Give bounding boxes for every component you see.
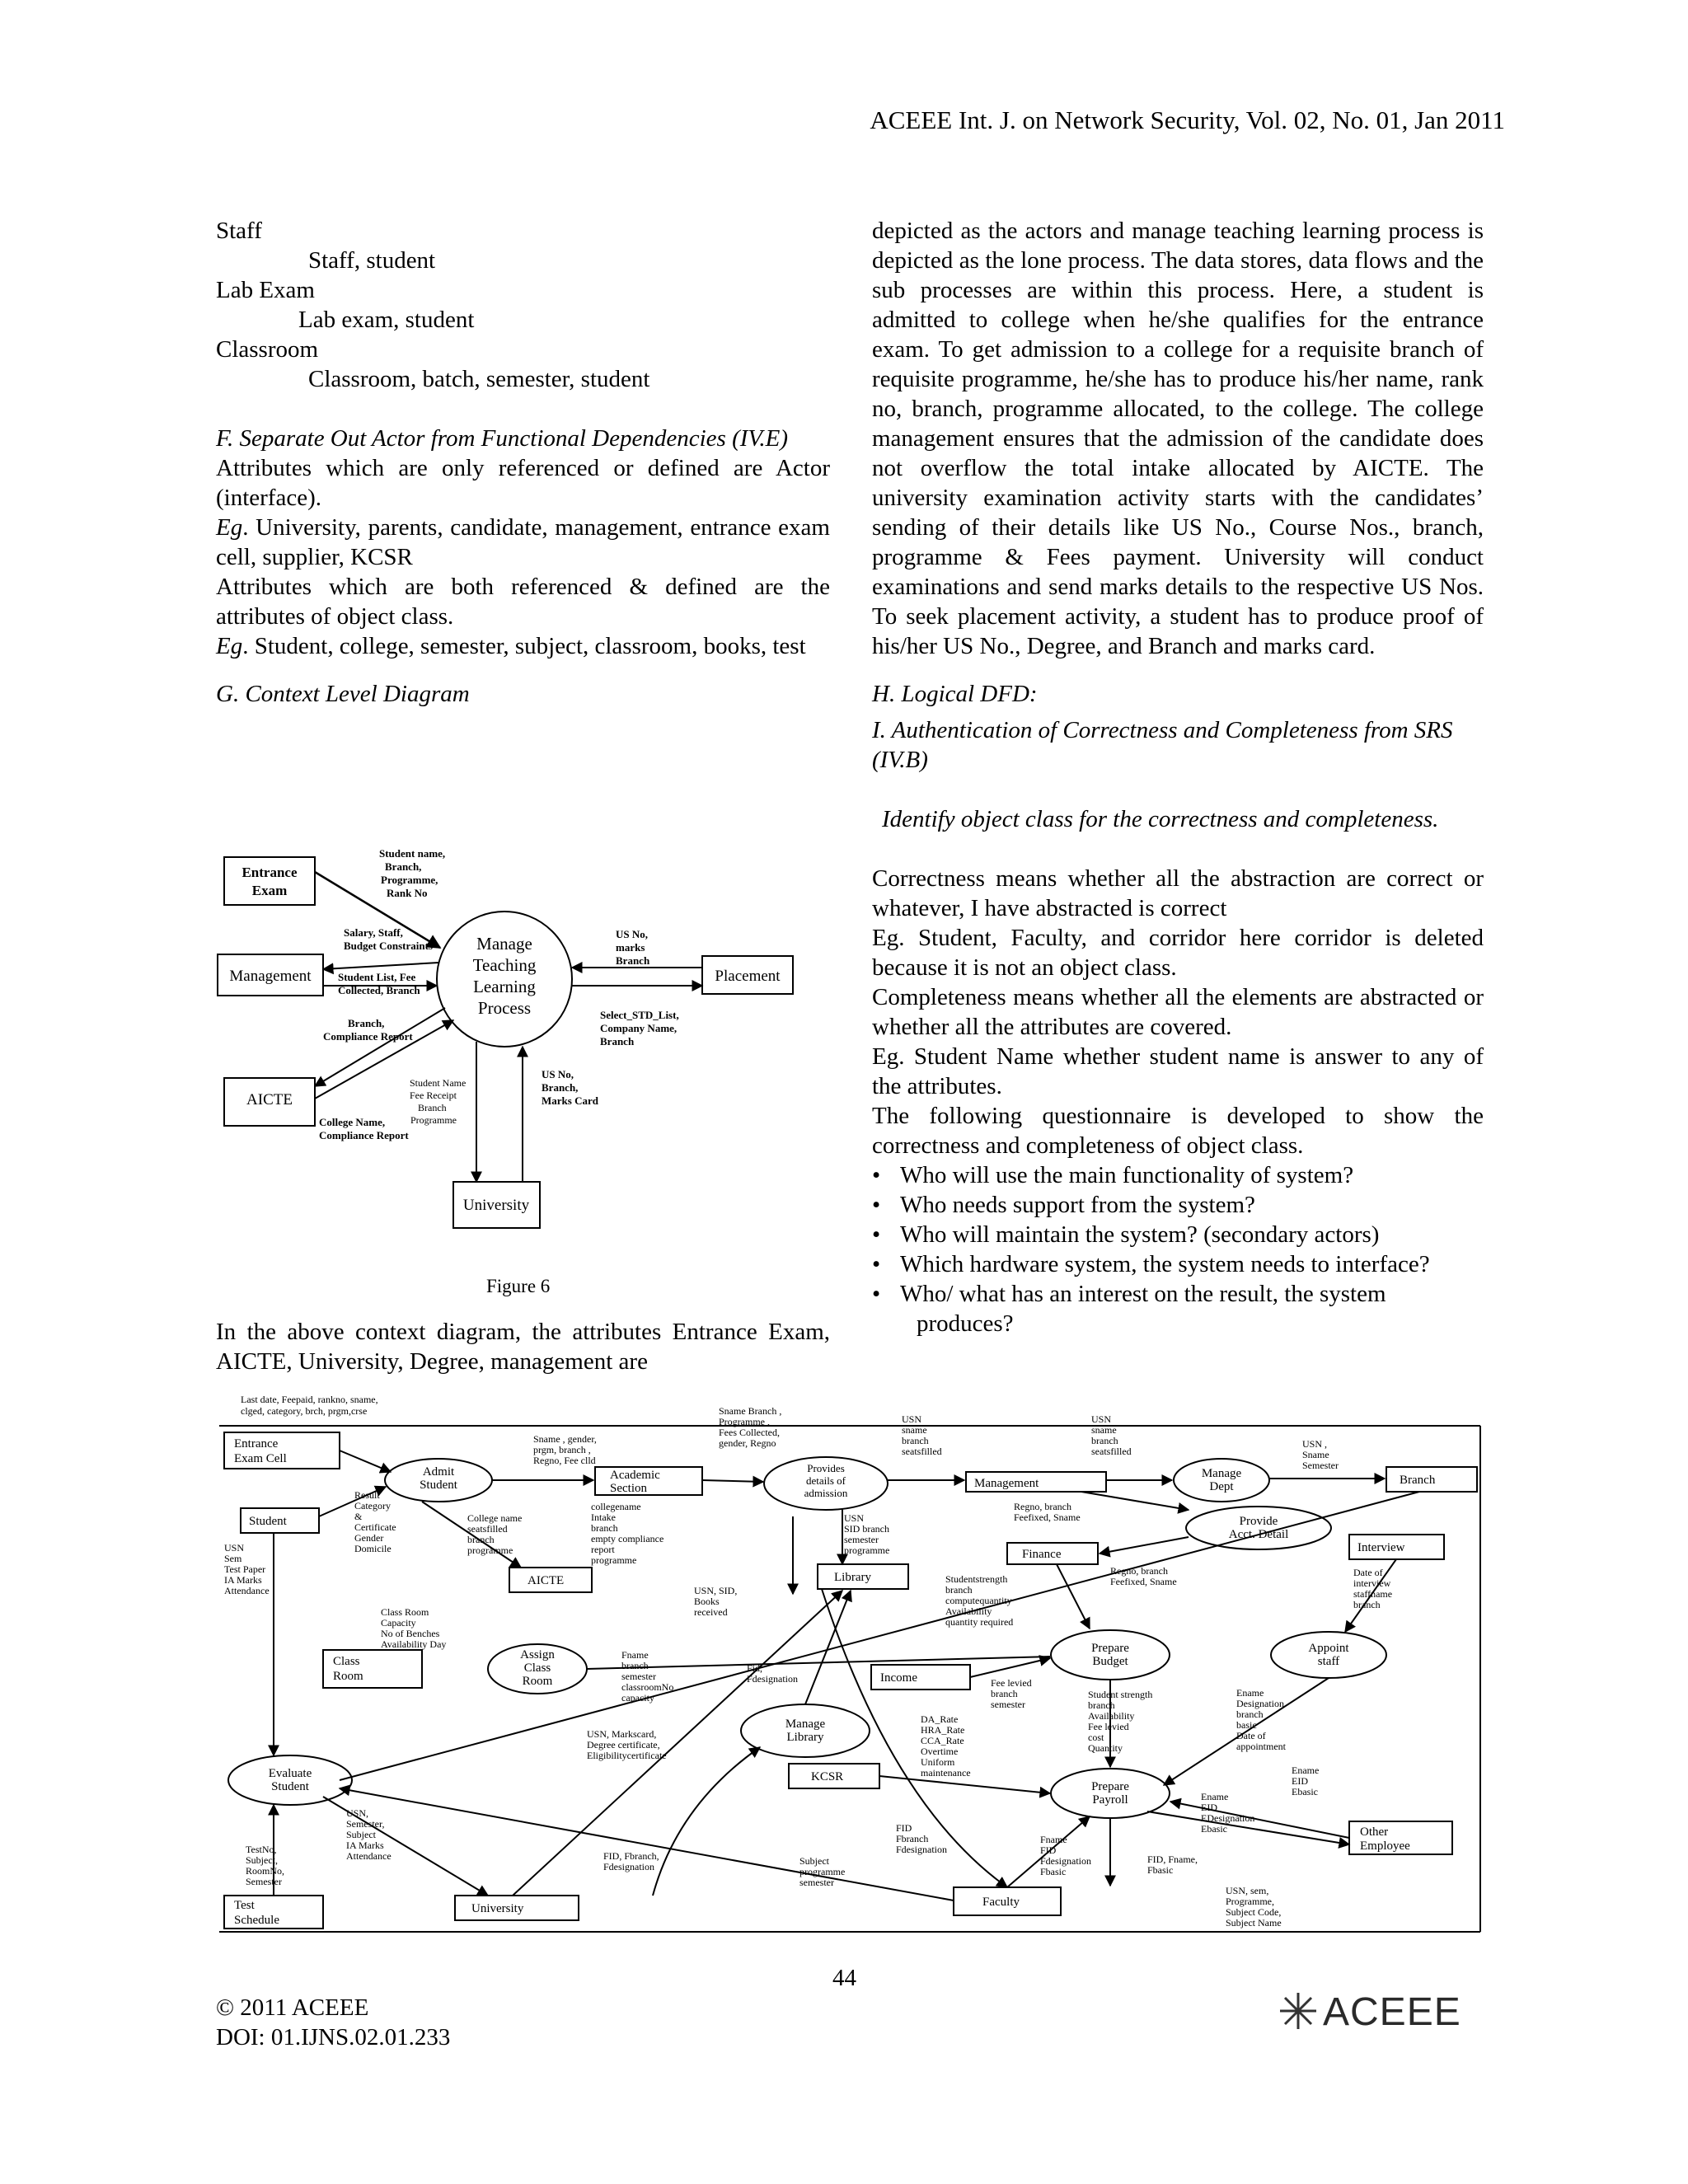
svg-text:Regno, branch: Regno, branch (1014, 1501, 1071, 1512)
svg-text:Fdesignation: Fdesignation (603, 1861, 654, 1872)
svg-text:seatsfilled: seatsfilled (467, 1523, 508, 1535)
left-column (216, 216, 830, 709)
ctx-process-label-1: Manage (476, 934, 532, 954)
svg-text:Availability: Availability (1088, 1710, 1135, 1722)
svg-text:Feefixed, Sname: Feefixed, Sname (1110, 1576, 1177, 1587)
svg-text:AICTE: AICTE (528, 1574, 565, 1587)
bullet-item: • Who needs support from the system? (872, 1190, 1484, 1220)
svg-text:Sname , gender,: Sname , gender, (533, 1433, 597, 1445)
fd-staff-title: Staff (216, 218, 262, 244)
svg-text:Prepare: Prepare (1091, 1780, 1129, 1793)
svg-text:Provides: Provides (807, 1462, 845, 1474)
svg-text:Attendance: Attendance (224, 1585, 270, 1596)
svg-text:FID, Fbranch,: FID, Fbranch, (603, 1850, 659, 1862)
svg-text:branch: branch (467, 1534, 495, 1545)
svg-text:Capacity: Capacity (381, 1617, 416, 1629)
svg-text:USN, SID,: USN, SID, (694, 1585, 738, 1596)
bullet-item: • Who will maintain the system? (secondary actors) (872, 1220, 1484, 1249)
svg-text:&: & (354, 1511, 363, 1522)
ctx-process-label-3: Learning (473, 977, 536, 996)
svg-text:Library: Library (786, 1731, 824, 1744)
svg-text:Programme,: Programme, (1226, 1896, 1274, 1907)
svg-text:received: received (694, 1606, 728, 1618)
svg-text:Acct. Detail: Acct. Detail (1228, 1528, 1289, 1541)
svg-text:Salary, Staff,: Salary, Staff, (344, 926, 403, 939)
svg-text:Attendance: Attendance (346, 1850, 392, 1862)
svg-text:report: report (591, 1544, 615, 1555)
svg-text:Fdesignation: Fdesignation (1040, 1855, 1091, 1867)
svg-text:branch: branch (945, 1584, 973, 1596)
svg-text:Test Paper: Test Paper (224, 1563, 266, 1575)
svg-text:admission: admission (804, 1487, 848, 1499)
svg-text:Room: Room (333, 1670, 363, 1683)
svg-text:Uniform: Uniform (921, 1756, 955, 1768)
svg-text:sname: sname (1091, 1424, 1117, 1436)
svg-text:USN, Markscard,: USN, Markscard, (587, 1728, 657, 1740)
svg-text:Quantity: Quantity (1088, 1742, 1123, 1754)
svg-text:sname: sname (902, 1424, 927, 1436)
svg-text:Class: Class (333, 1655, 360, 1668)
logo-star-icon (1273, 1986, 1323, 2036)
identify-line: Identify object class for the correctness and completeness. (882, 806, 1439, 832)
section-f-heading: F. Separate Out Actor from Functional Dependencies (IV.E) (216, 425, 788, 452)
svg-text:Fname: Fname (621, 1649, 649, 1661)
svg-text:USN ,: USN , (1302, 1438, 1328, 1450)
svg-text:Subject: Subject (799, 1855, 829, 1867)
svg-text:DA_Rate: DA_Rate (921, 1713, 959, 1725)
svg-text:Admit: Admit (422, 1465, 455, 1479)
para-object: Attributes which are both referenced & defined are the attributes of object class. (216, 574, 830, 630)
svg-text:Fbranch: Fbranch (896, 1833, 929, 1844)
svg-text:Sname: Sname (1302, 1449, 1329, 1460)
svg-text:Student name,: Student name, (379, 847, 446, 860)
svg-text:Branch,: Branch, (385, 860, 422, 873)
svg-text:programme: programme (799, 1866, 846, 1877)
svg-text:Class Room: Class Room (381, 1606, 429, 1618)
svg-text:CCA_Rate: CCA_Rate (921, 1735, 964, 1746)
svg-text:Library: Library (834, 1571, 871, 1584)
ctx-process-label-2: Teaching (472, 955, 537, 975)
svg-text:College name: College name (467, 1512, 523, 1524)
svg-text:US No,: US No, (616, 928, 649, 940)
svg-text:FID, Fname,: FID, Fname, (1147, 1854, 1198, 1865)
svg-text:Sem: Sem (224, 1553, 242, 1564)
svg-text:Manage: Manage (1201, 1467, 1242, 1480)
svg-text:Ename: Ename (1236, 1687, 1264, 1699)
svg-text:programme: programme (844, 1544, 890, 1556)
svg-text:Payroll: Payroll (1092, 1793, 1128, 1807)
svg-text:gender, Regno: gender, Regno (719, 1437, 776, 1449)
svg-text:Date of: Date of (1236, 1730, 1266, 1741)
svg-text:University: University (471, 1902, 524, 1915)
svg-text:Subject,: Subject, (246, 1854, 278, 1866)
svg-text:Branch: Branch (616, 954, 650, 967)
copyright: © 2011 ACEEE (216, 1994, 369, 2021)
svg-text:Fid,: Fid, (747, 1662, 763, 1674)
svg-text:RoomNo,: RoomNo, (246, 1865, 285, 1877)
svg-text:Test: Test (234, 1899, 255, 1912)
svg-text:USN,: USN, (346, 1807, 369, 1819)
svg-text:programme: programme (591, 1554, 637, 1566)
section-h-heading: H. Logical DFD: (872, 681, 1038, 707)
svg-text:Assign: Assign (520, 1648, 555, 1661)
svg-text:staff: staff (1317, 1655, 1340, 1668)
ctx-management-label: Management (229, 968, 312, 985)
svg-text:Fname: Fname (1040, 1834, 1067, 1845)
svg-text:Result: Result (354, 1489, 380, 1501)
para-context: In the above context diagram, the attributes Entrance Exam, AICTE, University, Degree, management are (216, 1319, 830, 1375)
svg-text:Domicile: Domicile (354, 1543, 392, 1554)
bullet-item: • Who will use the main functionality of system? (872, 1160, 1484, 1190)
aceee-logo (1273, 1986, 1488, 2036)
svg-text:quantity required: quantity required (945, 1616, 1014, 1628)
svg-text:Fee levied: Fee levied (991, 1677, 1032, 1689)
svg-text:classroomNo: classroomNo (621, 1681, 674, 1693)
fd-classroom-title: Classroom (216, 336, 319, 363)
svg-text:collegename: collegename (591, 1501, 641, 1512)
svg-text:Ebasic: Ebasic (1292, 1786, 1318, 1797)
svg-text:Availability: Availability (945, 1605, 992, 1617)
svg-text:Ename: Ename (1292, 1765, 1320, 1776)
svg-text:Gender: Gender (354, 1532, 384, 1544)
logo-text: ACEEE (1323, 1990, 1461, 2034)
svg-text:Branch,: Branch, (542, 1081, 579, 1094)
svg-text:Fdesignation: Fdesignation (747, 1673, 798, 1685)
svg-text:Company Name,: Company Name, (600, 1022, 678, 1034)
svg-text:Designation: Designation (1236, 1698, 1284, 1709)
svg-text:IA Marks: IA Marks (224, 1574, 262, 1586)
bullet-item: • Who/ what has an interest on the result, the system produces? (872, 1279, 1484, 1338)
svg-text:IA Marks: IA Marks (346, 1840, 384, 1851)
svg-text:Compliance Report: Compliance Report (323, 1030, 413, 1043)
svg-text:FID: FID (896, 1822, 912, 1834)
svg-text:HRA_Rate: HRA_Rate (921, 1724, 965, 1736)
section-g-heading: G. Context Level Diagram (216, 681, 470, 707)
svg-text:Room: Room (522, 1675, 553, 1688)
svg-text:Student Name: Student Name (410, 1077, 467, 1089)
svg-text:prgm, branch ,: prgm, branch , (533, 1444, 591, 1455)
figure-caption: Figure 6 (486, 1276, 551, 1296)
svg-text:Employee: Employee (1360, 1840, 1410, 1853)
svg-text:Exam Cell: Exam Cell (234, 1452, 287, 1465)
svg-text:Appoint: Appoint (1308, 1642, 1349, 1655)
svg-text:Feefixed, Sname: Feefixed, Sname (1014, 1511, 1081, 1523)
para-eg2 (216, 631, 830, 661)
svg-text:Entrance: Entrance (234, 1437, 279, 1451)
svg-text:clged, category, brch, prgm,cr: clged, category, brch, prgm,crse (241, 1405, 368, 1417)
svg-text:Subject Code,: Subject Code, (1226, 1906, 1282, 1918)
svg-text:Programme ,: Programme , (719, 1416, 770, 1427)
svg-text:Fbasic: Fbasic (1147, 1864, 1174, 1876)
svg-text:computequantity: computequantity (945, 1595, 1012, 1606)
svg-text:USN: USN (844, 1512, 865, 1524)
right-column (872, 216, 1484, 1338)
svg-text:TestNo,: TestNo, (246, 1844, 277, 1855)
svg-text:semester: semester (799, 1877, 834, 1888)
svg-text:USN: USN (902, 1413, 922, 1425)
svg-text:Academic: Academic (610, 1469, 660, 1482)
fd-staff-attrs: Staff, student (308, 247, 436, 274)
svg-text:Collected, Branch: Collected, Branch (338, 984, 420, 996)
svg-text:Subject: Subject (346, 1829, 376, 1840)
svg-text:marks: marks (616, 941, 645, 954)
ctx-entrance-label-1: Entrance (241, 865, 298, 880)
svg-text:Programme: Programme (410, 1114, 457, 1126)
svg-text:Fee Receipt: Fee Receipt (410, 1090, 457, 1101)
ctx-placement-label: Placement (715, 968, 781, 985)
svg-text:Student: Student (420, 1479, 457, 1492)
svg-text:semester: semester (844, 1534, 879, 1545)
svg-text:USN: USN (224, 1542, 245, 1554)
svg-text:Ebasic: Ebasic (1201, 1823, 1227, 1835)
svg-text:Budget Constraints: Budget Constraints (344, 940, 433, 952)
svg-text:programme: programme (467, 1544, 513, 1556)
svg-text:Fees Collected,: Fees Collected, (719, 1427, 780, 1438)
running-header: ACEEE Int. J. on Network Security, Vol. 02, No. 01, Jan 2011 (870, 105, 1505, 134)
svg-text:Interview: Interview (1357, 1541, 1405, 1554)
svg-text:staffname: staffname (1353, 1588, 1393, 1600)
eg1-text: . University, parents, candidate, management, entrance exam cell, supplier, KCSR (216, 514, 830, 570)
fd-labexam-title: Lab Exam (216, 277, 315, 303)
svg-text:Management: Management (974, 1477, 1039, 1490)
svg-text:Income: Income (880, 1671, 917, 1685)
svg-text:Manage: Manage (785, 1718, 826, 1731)
svg-text:Ename: Ename (1201, 1791, 1229, 1802)
para-completeness: Completeness means whether all the elements are abstracted or whether all the attributes are covered. (872, 984, 1484, 1040)
svg-text:Semester,: Semester, (346, 1818, 385, 1830)
svg-text:Fdesignation: Fdesignation (896, 1844, 947, 1855)
svg-text:Dept: Dept (1209, 1480, 1234, 1493)
para-correctness: Correctness means whether all the abstraction are correct or whatever, I have abstracted is correct (872, 865, 1484, 921)
svg-text:Fbasic: Fbasic (1040, 1866, 1067, 1877)
svg-text:semester: semester (621, 1671, 656, 1682)
svg-text:Select_STD_List,: Select_STD_List, (600, 1009, 679, 1021)
svg-text:FID: FID (1040, 1844, 1057, 1856)
svg-text:branch: branch (621, 1660, 649, 1671)
svg-text:Sname Branch ,: Sname Branch , (719, 1405, 782, 1417)
svg-text:branch: branch (1088, 1699, 1115, 1711)
svg-text:cost: cost (1088, 1732, 1104, 1743)
ctx-aicte-label: AICTE (246, 1091, 293, 1108)
svg-text:Category: Category (354, 1500, 391, 1511)
bullet-item: • Which hardware system, the system needs to interface? (872, 1249, 1484, 1279)
ctx-university-label: University (462, 1197, 530, 1214)
svg-text:Regno, Fee clld: Regno, Fee clld (533, 1455, 596, 1466)
svg-text:branch: branch (1353, 1599, 1381, 1610)
svg-text:EID: EID (1292, 1775, 1308, 1787)
svg-text:Branch: Branch (600, 1035, 635, 1047)
svg-text:branch: branch (1236, 1708, 1264, 1720)
svg-text:semester: semester (991, 1699, 1025, 1710)
svg-text:Books: Books (694, 1596, 720, 1607)
svg-text:College Name,: College Name, (319, 1116, 386, 1128)
svg-text:Student strength: Student strength (1088, 1689, 1153, 1700)
svg-text:seatsfilled: seatsfilled (902, 1446, 942, 1457)
svg-text:USN: USN (1091, 1413, 1112, 1425)
svg-text:Branch,: Branch, (348, 1017, 385, 1029)
svg-text:Regno, branch: Regno, branch (1110, 1565, 1168, 1577)
svg-text:Rank No: Rank No (387, 887, 428, 899)
svg-text:Branch: Branch (1400, 1474, 1436, 1487)
svg-text:Finance: Finance (1022, 1548, 1062, 1561)
svg-text:Budget: Budget (1092, 1655, 1128, 1668)
svg-text:Schedule: Schedule (234, 1914, 279, 1927)
svg-text:Semester: Semester (246, 1876, 282, 1887)
svg-text:Fee levied: Fee levied (1088, 1721, 1129, 1732)
svg-text:Overtime: Overtime (921, 1746, 959, 1757)
svg-text:Provide: Provide (1239, 1515, 1278, 1528)
svg-text:interview: interview (1353, 1577, 1391, 1589)
svg-text:KCSR: KCSR (811, 1770, 844, 1783)
svg-text:Eligibilitycertificate: Eligibilitycertificate (587, 1750, 667, 1761)
eg2-text: . Student, college, semester, subject, classroom, books, test (242, 633, 806, 659)
para-eg-correct: Eg. Student, Faculty, and corridor here corridor is deleted because it is not an object class. (872, 925, 1484, 981)
svg-text:No of Benches: No of Benches (381, 1628, 440, 1639)
doi: DOI: 01.IJNS.02.01.233 (216, 2024, 451, 2050)
para-right-1: depicted as the actors and manage teaching learning process is depicted as the lone process. The data stores, data flows and the sub processes are within this process. Here, a student is admitted to college when he/she qualifies for the entrance exam. To get admission to a college for a requisite branch of requisite programme, he/she has to produce his/her name, rank no, branch, programme allocated, to the college. The college management ensures that the admission of the candidate does not overflow the total intake allocated by AICTE. The university examination activity starts with the candidates’ sending of their details like US No., Course Nos., branch, programme & Fees payment. University will conduct examinations and send marks details to the respective US Nos. To seek placement activity, a student has to produce proof of his/her US No., Degree, and Branch and marks card. (872, 218, 1484, 659)
svg-text:Programme,: Programme, (381, 874, 438, 886)
svg-text:USN, sem,: USN, sem, (1226, 1885, 1269, 1896)
para-actor: Attributes which are only referenced or defined are Actor (interface). (216, 455, 830, 511)
svg-text:SID branch: SID branch (844, 1523, 889, 1535)
eg2-label: Eg (216, 633, 243, 659)
ctx-entrance-label-2: Exam (251, 883, 288, 898)
page-number: 44 (832, 1965, 856, 1991)
svg-text:details of: details of (805, 1474, 846, 1487)
svg-text:appointment: appointment (1236, 1741, 1286, 1752)
fd-labexam-attrs: Lab exam, student (298, 307, 475, 333)
svg-text:EID: EID (1201, 1802, 1217, 1813)
svg-text:Student: Student (249, 1515, 287, 1528)
svg-text:Prepare: Prepare (1091, 1642, 1129, 1655)
svg-text:Marks Card: Marks Card (542, 1094, 598, 1107)
section-i-heading: I. Authentication of Correctness and Completeness from SRS (IV.B) (872, 717, 1453, 773)
fd-classroom-attrs: Classroom, batch, semester, student (308, 366, 650, 392)
eg1-label: Eg (216, 514, 243, 541)
svg-text:branch: branch (991, 1688, 1018, 1699)
svg-text:Other: Other (1360, 1825, 1389, 1839)
svg-text:empty compliance: empty compliance (591, 1533, 664, 1544)
svg-text:Intake: Intake (591, 1511, 616, 1523)
svg-text:Student List, Fee: Student List, Fee (338, 971, 416, 983)
svg-text:Faculty: Faculty (982, 1896, 1020, 1909)
svg-text:maintenance: maintenance (921, 1767, 971, 1779)
svg-text:Studentstrength: Studentstrength (945, 1573, 1008, 1585)
svg-text:Subject Name: Subject Name (1226, 1917, 1282, 1929)
para-eg1 (216, 513, 830, 572)
para-eg-complete: Eg. Student Name whether student name is answer to any of the attributes. (872, 1043, 1484, 1099)
svg-text:basic: basic (1236, 1719, 1257, 1731)
svg-text:Availability Day: Availability Day (381, 1638, 447, 1650)
svg-text:Student: Student (271, 1780, 309, 1793)
svg-text:EDesignation: EDesignation (1201, 1812, 1255, 1824)
svg-text:Section: Section (610, 1482, 647, 1495)
svg-text:Semester: Semester (1302, 1460, 1339, 1471)
svg-text:US No,: US No, (542, 1068, 574, 1080)
svg-text:Evaluate: Evaluate (268, 1767, 312, 1780)
svg-text:branch: branch (1091, 1435, 1118, 1446)
context-level-diagram (216, 839, 830, 1235)
svg-text:branch: branch (591, 1522, 618, 1534)
svg-text:seatsfilled: seatsfilled (1091, 1446, 1132, 1457)
svg-text:Compliance Report: Compliance Report (319, 1129, 409, 1141)
svg-text:Branch: Branch (418, 1102, 447, 1113)
svg-text:Class: Class (523, 1661, 551, 1675)
logical-dfd-diagram (216, 1393, 1484, 1937)
svg-text:capacity: capacity (621, 1692, 654, 1704)
svg-text:branch: branch (902, 1435, 929, 1446)
ctx-process-label-4: Process (477, 998, 532, 1018)
para-questionnaire: The following questionnaire is developed to show the correctness and completeness of object class. (872, 1103, 1484, 1159)
left-bottom-column (216, 1317, 830, 1376)
svg-text:Degree certificate,: Degree certificate, (587, 1739, 660, 1750)
svg-text:Date of: Date of (1353, 1567, 1383, 1578)
svg-text:Certificate: Certificate (354, 1521, 396, 1533)
svg-text:Last date, Feepaid, rankno, sn: Last date, Feepaid, rankno, sname, (241, 1394, 378, 1405)
